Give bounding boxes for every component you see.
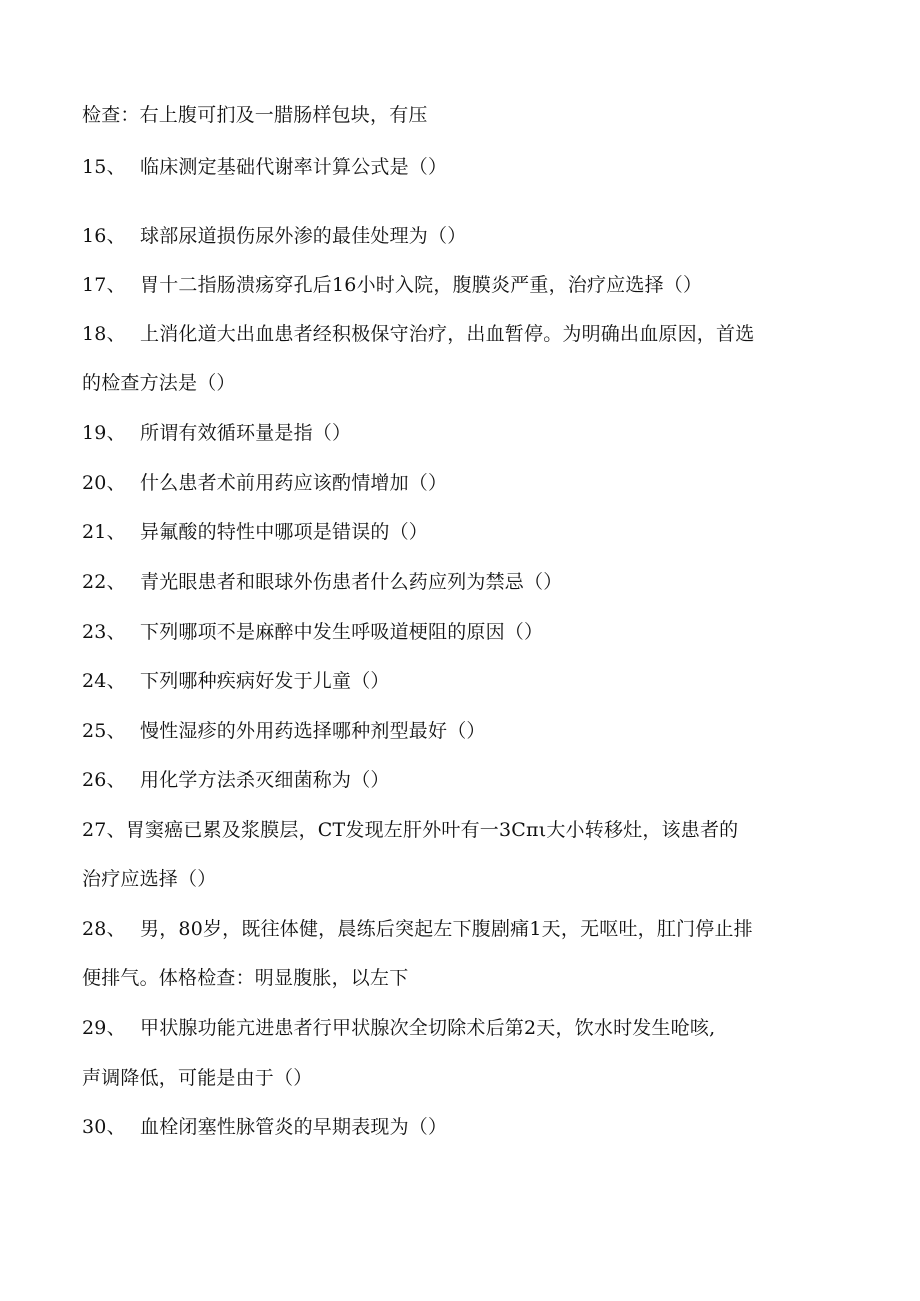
question-text: 便排气。体格检查：明显腹胀，以左下 — [82, 967, 409, 989]
question-text: 胃十二指肠溃疡穿孔后16小时入院，腹膜炎严重，治疗应选择（） — [140, 274, 703, 296]
question-text: 慢性湿疹的外用药选择哪种剂型最好（） — [140, 720, 486, 742]
question-28-continuation — [82, 966, 842, 990]
question-27 — [82, 818, 842, 842]
question-text: 血栓闭塞性脉管炎的早期表现为（） — [140, 1116, 448, 1138]
question-24 — [82, 669, 842, 693]
question-text: 用化学方法杀灭细菌称为（） — [140, 769, 390, 791]
question-number: 28、 — [82, 918, 126, 940]
question-text: 胃窦癌已累及浆膜层，CT发现左肝外叶有一3Cπι大小转移灶，该患者的 — [125, 819, 739, 841]
question-number: 18、 — [82, 323, 126, 345]
question-number: 23、 — [82, 621, 126, 643]
question-text: 临床测定基础代谢率计算公式是（） — [140, 156, 448, 178]
question-number: 27、 — [82, 819, 126, 841]
question-29-continuation — [82, 1066, 842, 1090]
question-text: 声调降低，可能是由于（） — [82, 1067, 313, 1089]
question-number: 20、 — [82, 472, 126, 494]
question-text: 男，80岁，既往体健，晨练后突起左下腹剧痛1天，无呕吐，肛门停止排 — [140, 918, 753, 940]
line-text: 检查：右上腹可扪及一腊肠样包块，有压 — [82, 104, 428, 126]
question-text: 甲状腺功能亢进患者行甲状腺次全切除术后第2天，饮水时发生呛咳, — [140, 1017, 716, 1039]
question-text: 的检查方法是（） — [82, 372, 236, 394]
question-20 — [82, 471, 842, 495]
question-number: 15、 — [82, 156, 126, 178]
question-27-continuation — [82, 867, 842, 891]
question-15 — [82, 155, 842, 179]
question-21 — [82, 520, 842, 544]
question-number: 21、 — [82, 521, 126, 543]
question-number: 22、 — [82, 571, 126, 593]
question-text: 上消化道大出血患者经积极保守治疗，出血暂停。为明确出血原因，首选 — [140, 323, 755, 345]
question-number: 29、 — [82, 1017, 126, 1039]
text-line — [82, 103, 842, 127]
question-number: 30、 — [82, 1116, 126, 1138]
question-text: 青光眼患者和眼球外伤患者什么药应列为禁忌（） — [140, 571, 563, 593]
question-number: 25、 — [82, 720, 126, 742]
question-text: 治疗应选择（） — [82, 868, 217, 890]
question-30 — [82, 1115, 842, 1139]
question-23 — [82, 620, 842, 644]
question-19 — [82, 421, 842, 445]
question-text: 下列哪项不是麻醉中发生呼吸道梗阻的原因（） — [140, 621, 544, 643]
question-text: 球部尿道损伤尿外渗的最佳处理为（） — [140, 225, 467, 247]
question-16 — [82, 224, 842, 248]
question-26 — [82, 768, 842, 792]
question-text: 异氟酸的特性中哪项是错误的（） — [140, 521, 429, 543]
question-number: 17、 — [82, 274, 126, 296]
question-text: 下列哪种疾病好发于儿童（） — [140, 670, 390, 692]
question-29 — [82, 1016, 842, 1040]
question-text: 所谓有效循环量是指（） — [140, 422, 352, 444]
question-18-continuation — [82, 371, 842, 395]
question-number: 19、 — [82, 422, 126, 444]
question-17 — [82, 273, 842, 297]
question-number: 24、 — [82, 670, 126, 692]
question-number: 26、 — [82, 769, 126, 791]
question-25 — [82, 719, 842, 743]
question-number: 16、 — [82, 225, 126, 247]
question-text: 什么患者术前用药应该酌情增加（） — [140, 472, 448, 494]
question-18 — [82, 322, 842, 346]
question-22 — [82, 570, 842, 594]
question-28 — [82, 917, 842, 941]
